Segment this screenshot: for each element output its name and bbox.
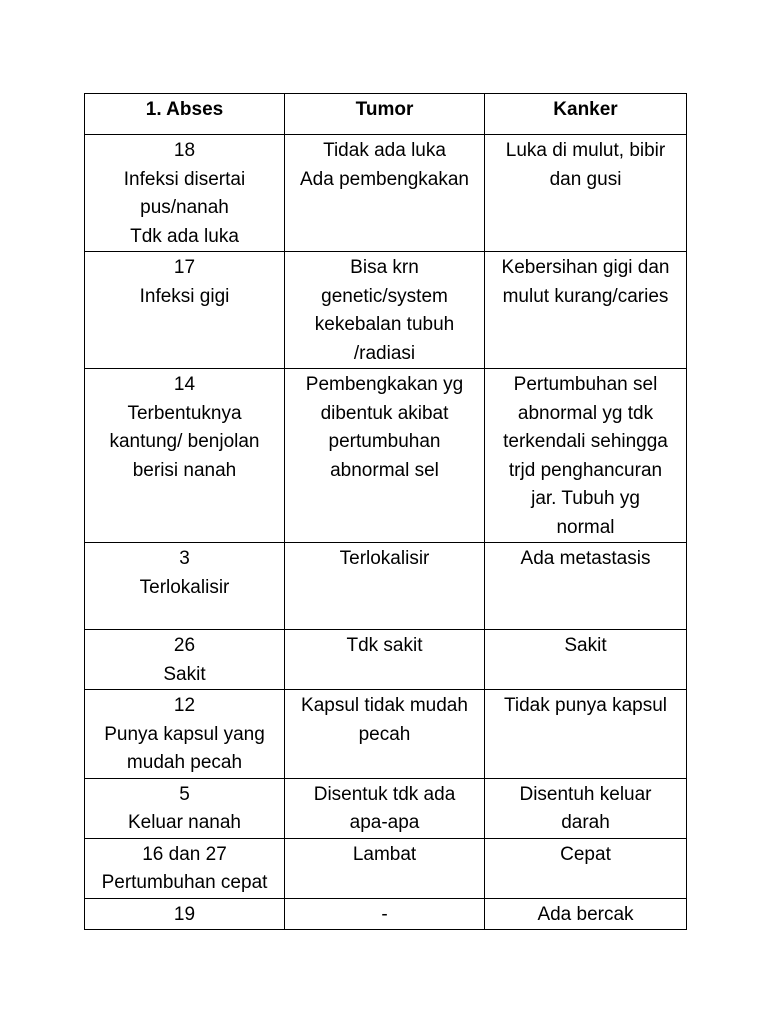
cell-text-line: dan gusi <box>549 168 622 190</box>
header-abses: 1. Abses <box>85 94 285 135</box>
table-row <box>85 778 687 838</box>
cell-text-line: Pertumbuhan sel <box>513 374 658 395</box>
table-cell-abses <box>85 369 285 543</box>
cell-text-line: 3 <box>179 548 190 569</box>
cell-text-line: Ada pembengkakan <box>299 168 469 190</box>
cell-text-line: Tdk sakit <box>346 635 423 656</box>
cell-text-line: mulut kurang/caries <box>502 285 669 307</box>
table-cell-kanker <box>485 252 687 369</box>
cell-text-line: Tdk ada luka <box>130 225 239 247</box>
table-cell-kanker <box>485 630 687 690</box>
cell-text-line: terkendali sehingga <box>503 431 668 452</box>
table-cell-abses <box>85 543 285 630</box>
table-row <box>85 898 687 930</box>
cell-text-line: Punya kapsul yang <box>104 723 265 745</box>
cell-text-line: Terlokalisir <box>339 548 430 569</box>
table-cell-abses <box>85 630 285 690</box>
table-cell-tumor <box>285 630 485 690</box>
table-row <box>85 252 687 369</box>
cell-text-line: Ada bercak <box>537 903 634 925</box>
table-cell-abses <box>85 838 285 898</box>
cell-text-line: Pertumbuhan cepat <box>101 872 268 893</box>
table-cell-abses <box>85 778 285 838</box>
cell-text-line: 17 <box>173 257 196 278</box>
cell-text-line: Terbentuknya <box>127 402 242 424</box>
table-body <box>85 135 687 930</box>
table-cell-kanker <box>485 690 687 779</box>
cell-text-line: pus/nanah <box>140 197 229 218</box>
table-row <box>85 838 687 898</box>
table-row <box>85 369 687 543</box>
cell-text-line: Disentuk tdk ada <box>313 783 456 805</box>
cell-text-line: Pembengkakan yg <box>305 374 464 395</box>
cell-text-line: kekebalan tubuh <box>314 314 455 335</box>
cell-text-line: genetic/system <box>321 285 448 307</box>
comparison-table <box>84 93 687 930</box>
cell-text-line: Tidak ada luka <box>323 140 446 161</box>
cell-text-line: /radiasi <box>353 342 416 364</box>
header-kanker: Kanker <box>485 94 687 135</box>
cell-text-line: 19 <box>173 903 196 925</box>
cell-text-line: 18 <box>173 140 196 161</box>
cell-text-line: normal <box>556 516 615 538</box>
cell-text-line: pertumbuhan <box>328 431 441 452</box>
table-cell-tumor <box>285 778 485 838</box>
table-cell-tumor <box>285 898 485 930</box>
cell-text-line: dibentuk akibat <box>320 402 449 424</box>
cell-text-line: pecah <box>358 723 411 745</box>
cell-text-line: Ada metastasis <box>520 548 651 569</box>
cell-text-line: Bisa krn <box>350 257 419 278</box>
cell-text-line: Tidak punya kapsul <box>503 695 667 716</box>
cell-text-line: 16 dan 27 <box>142 843 227 865</box>
table-header-row <box>85 94 687 135</box>
table-cell-abses <box>85 898 285 930</box>
cell-text-line: abnormal sel <box>330 459 439 481</box>
cell-text-line: berisi nanah <box>132 459 237 481</box>
cell-text-line: 5 <box>179 783 190 805</box>
table-cell-abses <box>85 252 285 369</box>
table-cell-tumor <box>285 135 485 252</box>
table-cell-kanker <box>485 838 687 898</box>
cell-text-line: 12 <box>173 695 196 716</box>
table-row <box>85 135 687 252</box>
cell-text-line: Sakit <box>163 663 206 685</box>
cell-text-line: - <box>381 903 388 925</box>
table-cell-tumor <box>285 838 485 898</box>
cell-text-line: trjd penghancuran <box>508 459 663 481</box>
header-tumor: Tumor <box>285 94 485 135</box>
cell-text-line: Cepat <box>560 843 611 865</box>
cell-text-line: kantung/ benjolan <box>109 431 260 452</box>
cell-text-line: darah <box>561 812 610 833</box>
table-cell-kanker <box>485 778 687 838</box>
cell-text-line: Disentuh keluar <box>519 783 652 805</box>
cell-text-line: Sakit <box>564 635 607 656</box>
cell-text-line: Keluar nanah <box>127 812 242 833</box>
cell-text-line: mudah pecah <box>126 752 243 773</box>
cell-text-line: jar. Tubuh yg <box>531 488 640 509</box>
table-cell-tumor <box>285 252 485 369</box>
table-cell-tumor <box>285 690 485 779</box>
cell-text-line: 26 <box>173 635 196 656</box>
cell-text-line: apa-apa <box>349 812 420 833</box>
cell-text-line: abnormal yg tdk <box>517 402 654 424</box>
cell-text-line: Infeksi gigi <box>139 285 230 307</box>
cell-text-line: Lambat <box>352 843 417 865</box>
table-row <box>85 630 687 690</box>
cell-text-line: 14 <box>173 374 196 395</box>
cell-text-line: Infeksi disertai <box>123 168 246 190</box>
table-cell-kanker <box>485 135 687 252</box>
cell-text-line: Kebersihan gigi dan <box>501 257 670 278</box>
table-cell-abses <box>85 690 285 779</box>
table-row <box>85 543 687 630</box>
table-cell-kanker <box>485 543 687 630</box>
table-cell-tumor <box>285 543 485 630</box>
table-cell-tumor <box>285 369 485 543</box>
cell-text-line: Luka di mulut, bibir <box>505 140 666 161</box>
table-cell-kanker <box>485 369 687 543</box>
table-cell-abses <box>85 135 285 252</box>
cell-text-line: Kapsul tidak mudah <box>301 695 468 716</box>
table-cell-kanker <box>485 898 687 930</box>
table-row <box>85 690 687 779</box>
cell-text-line: Terlokalisir <box>139 576 230 598</box>
